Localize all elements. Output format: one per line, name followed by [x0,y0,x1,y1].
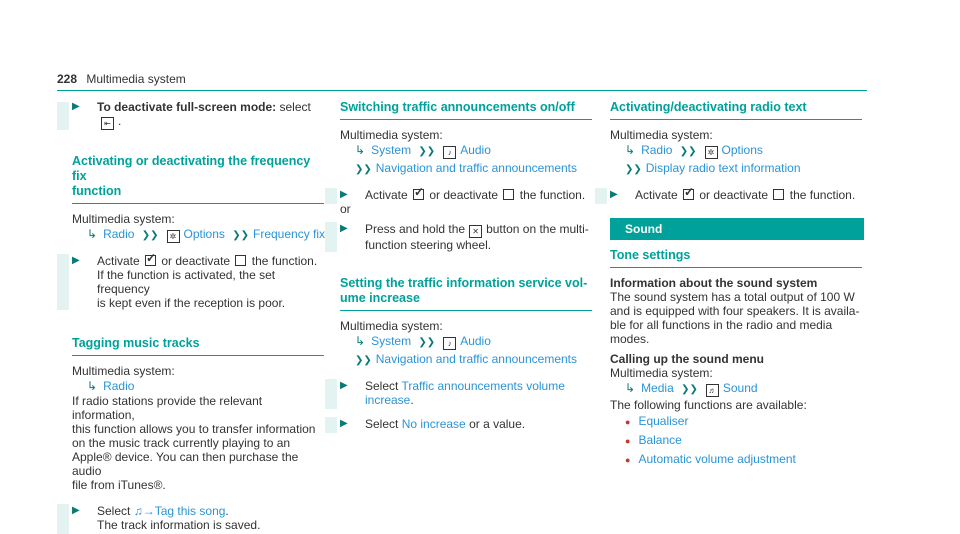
step-select-no-increase: ▶ Select No increase or a value. [340,417,526,431]
path-sound[interactable]: Sound [722,381,758,395]
step-arrow-icon: ▶ [340,380,348,391]
column-2 [325,100,595,431]
list-item [595,412,865,431]
heading-radio-text: Activating/deactivating radio text [610,100,807,114]
menu-path-cont [595,160,865,178]
audio-icon: ♪ [443,337,456,350]
path-chevron-icon: ❯❯ [625,164,642,175]
gear-icon: ✲ [167,230,180,243]
step-arrow-icon: ▶ [610,189,618,200]
step-press-hold: ▶ Press and hold the ✕ button on the multi- function steering wheel. [340,222,589,252]
list-item [595,431,865,450]
path-hook-icon: ↳ [87,227,98,241]
tagging-description: If radio stations provide the relevant information, this function allows you to transfer information on the music track currently playing to an Apple® device. You can then purchase the audio file from iTunes®. [72,394,316,492]
info-title: Information about the sound system [610,276,818,290]
path-hook-icon: ↳ [625,381,636,395]
list-item [595,450,865,469]
path-frequency-fix[interactable]: Frequency fix [253,227,326,241]
or-text: or [340,202,351,216]
path-hook-icon: ↳ [87,379,98,393]
menu-path [325,142,595,160]
intro-text: Multimedia system: [610,128,713,142]
path-system[interactable]: System [371,143,412,157]
sound-section-band: Sound [610,218,864,240]
intro-text: Multimedia system: [72,212,175,226]
heading-frequency-fix: Activating or deactivating the frequency fix function [72,154,311,198]
step-arrow-icon: ▶ [340,189,348,200]
path-options[interactable]: Options [721,143,763,157]
bullet-icon: ● [625,436,631,446]
page-header [57,72,186,86]
path-chevron-icon: ❯❯ [232,230,249,241]
intro-text: Multimedia system: [340,128,443,142]
menu-path-cont [325,160,595,178]
checkbox-checked-icon [145,255,156,266]
equaliser-link[interactable]: Equaliser [638,414,689,428]
path-hook-icon: ↳ [355,143,366,157]
checkbox-empty-icon [235,255,246,266]
step-arrow-icon: ▶ [72,505,80,516]
checkbox-checked-icon [683,189,694,200]
path-hook-icon: ↳ [355,334,366,348]
path-navigation-traffic[interactable]: Navigation and traffic announcements [375,352,578,366]
path-chevron-icon: ❯❯ [355,355,372,366]
menu-path [325,333,595,351]
balance-link[interactable]: Balance [638,433,682,447]
path-navigation-traffic[interactable]: Navigation and traffic announcements [375,161,578,175]
call-title: Calling up the sound menu [610,352,764,366]
bullet-icon: ● [625,455,631,465]
section-title: Multimedia system [86,72,186,86]
gear-icon: ✲ [705,146,718,159]
step-deactivate-fullscreen: ▶ To deactivate full-screen mode: select ⇤ . [72,100,311,128]
menu-path [57,378,327,394]
step-activate-traffic: ▶ Activate ✓ or deactivate the function. [325,188,595,202]
path-radio[interactable]: Radio [641,143,673,157]
heading-traffic-volume: Setting the traffic information service vol- ume increase [340,276,588,305]
traffic-volume-link-cont[interactable]: increase [365,393,411,407]
step-arrow-icon: ▶ [340,223,348,234]
step-arrow-icon: ▶ [72,101,80,112]
path-chevron-icon: ❯❯ [141,230,159,241]
music-note-icon: ♫→ [133,504,155,518]
no-increase-link[interactable]: No increase [401,417,466,431]
audio-icon: ♪ [443,146,456,159]
menu-path [595,142,865,160]
page-number: 228 [57,72,78,86]
path-chevron-icon: ❯❯ [681,384,698,395]
intro-text: Multimedia system: [340,319,443,333]
menu-path-cont [325,351,595,369]
column-3 [595,100,865,469]
heading-traffic-announcements: Switching traffic announcements on/off [340,100,575,114]
heading-tagging: Tagging music tracks [72,336,200,350]
path-audio[interactable]: Audio [460,334,491,348]
bullet-icon: ● [625,417,631,427]
path-chevron-icon: ❯❯ [418,337,436,348]
checkbox-empty-icon [503,189,514,200]
path-options[interactable]: Options [183,227,225,241]
traffic-volume-link[interactable]: Traffic announcements volume [401,379,565,393]
step-activate-radiotext: ▶ Activate ✓ or deactivate the function. [595,188,865,202]
column-1 [57,100,327,532]
step-tag-song: ▶ Select ♫→Tag this song. The track information is saved. [72,504,261,532]
step-select-volume: ▶ Select Traffic announcements volume increase. [340,379,565,407]
menu-path [595,380,865,398]
heading-tone-settings: Tone settings [610,248,691,262]
sound-icon: ♬ [706,384,719,397]
step-activate-freqfix: ▶ Activate ✓ or deactivate the function. If the function is activated, the set frequency is kept even if the reception is poor. [57,254,327,310]
info-body: The sound system has a total output of 100 W and is equipped with four speakers. It is availa- ble for all functions in the radio and media modes. [610,290,860,346]
path-hook-icon: ↳ [625,143,636,157]
call-body: The following functions are available: [610,398,807,412]
step-arrow-icon: ▶ [340,418,348,429]
intro-text: Multimedia system: [72,364,175,378]
path-audio[interactable]: Audio [460,143,491,157]
mute-icon: ✕ [469,225,482,238]
menu-path [57,226,327,244]
path-chevron-icon: ❯❯ [418,146,436,157]
path-system[interactable]: System [371,334,412,348]
header-rule [57,90,867,91]
path-display-radio-text[interactable]: Display radio text information [645,161,801,175]
path-radio[interactable]: Radio [103,227,135,241]
path-radio[interactable]: Radio [103,379,135,393]
step-arrow-icon: ▶ [72,255,80,266]
path-chevron-icon: ❯❯ [679,146,697,157]
auto-volume-link[interactable]: Automatic volume adjustment [638,452,796,466]
path-chevron-icon: ❯❯ [355,164,372,175]
checkbox-checked-icon [413,189,424,200]
back-icon: ⇤ [101,117,114,130]
path-media[interactable]: Media [641,381,674,395]
tag-this-song-link[interactable]: Tag this song [154,504,226,518]
checkbox-empty-icon [773,189,784,200]
intro-text: Multimedia system: [610,366,713,380]
